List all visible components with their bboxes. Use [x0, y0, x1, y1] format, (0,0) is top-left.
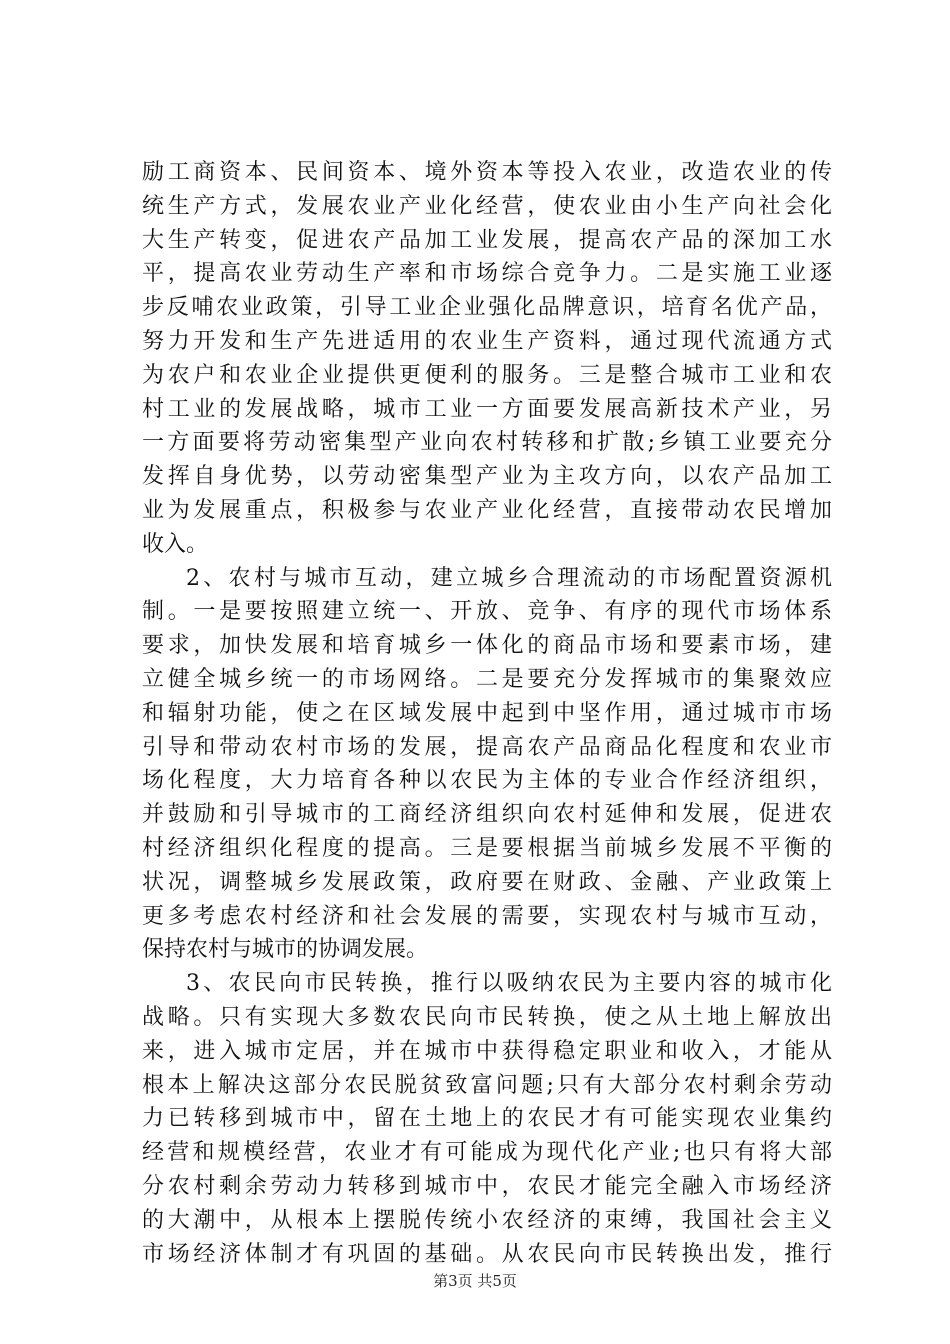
body-text: [142, 156, 832, 1271]
text-line: 大生产转变，促进农产品加工业发展，提高农产品的深加工水: [142, 227, 832, 253]
paragraph-start-line: 2、农村与城市互动，建立城乡合理流动的市场配置资源机: [186, 565, 832, 591]
text-line: 发挥自身优势，以劳动密集型产业为主攻方向，以农产品加工: [142, 464, 832, 490]
text-line: 战略。只有实现大多数农民向市民转换，使之从土地上解放出: [142, 1004, 832, 1030]
text-line: 来，进入城市定居，并在城市中获得稳定职业和收入，才能从: [142, 1038, 832, 1064]
text-line: 统生产方式，发展农业产业化经营，使农业由小生产向社会化: [142, 193, 832, 219]
text-line: 分农村剩余劳动力转移到城市中，农民才能完全融入市场经济: [142, 1173, 832, 1199]
text-line: 制。一是要按照建立统一、开放、竞争、有序的现代市场体系: [142, 599, 832, 625]
text-line: 立健全城乡统一的市场网络。二是要充分发挥城市的集聚效应: [142, 666, 832, 692]
text-line: 市场经济体制才有巩固的基础。从农民向市民转换出发，推行: [142, 1241, 832, 1267]
text-line: 村工业的发展战略，城市工业一方面要发展高新技术产业，另: [142, 396, 832, 422]
text-line: 为农户和农业企业提供更便利的服务。三是整合城市工业和农: [142, 362, 832, 388]
text-line: 业为发展重点，积极参与农业产业化经营，直接带动农民增加: [142, 497, 832, 523]
text-line: 引导和带动农村市场的发展，提高农产品商品化程度和农业市: [142, 734, 832, 760]
text-line: 的大潮中，从根本上摆脱传统小农经济的束缚，我国社会主义: [142, 1207, 832, 1233]
text-line: 更多考虑农村经济和社会发展的需要，实现农村与城市互动，: [142, 903, 832, 929]
text-line: 并鼓励和引导城市的工商经济组织向农村延伸和发展，促进农: [142, 802, 832, 828]
text-line: 一方面要将劳动密集型产业向农村转移和扩散;乡镇工业要充分: [142, 430, 832, 456]
text-line: 励工商资本、民间资本、境外资本等投入农业，改造农业的传: [142, 160, 832, 185]
text-line: 要求，加快发展和培育城乡一体化的商品市场和要素市场，建: [142, 633, 832, 659]
text-line: 平，提高农业劳动生产率和市场综合竞争力。二是实施工业逐: [142, 261, 832, 287]
text-line: 步反哺农业政策，引导工业企业强化品牌意识，培育名优产品，: [142, 295, 832, 321]
text-line: 收入。: [142, 531, 209, 557]
text-line: 努力开发和生产先进适用的农业生产资料，通过现代流通方式: [142, 328, 832, 354]
text-line: 状况，调整城乡发展政策，政府要在财政、金融、产业政策上: [142, 869, 832, 895]
text-line: 根本上解决这部分农民脱贫致富问题;只有大部分农村剩余劳动: [142, 1072, 832, 1098]
page-footer: 第3页 共5页: [433, 1272, 517, 1290]
text-line: 村经济组织化程度的提高。三是要根据当前城乡发展不平衡的: [142, 835, 832, 861]
text-line: 经营和规模经营，农业才有可能成为现代化产业;也只有将大部: [142, 1140, 832, 1166]
text-line: 和辐射功能，使之在区域发展中起到中坚作用，通过城市市场: [142, 700, 832, 726]
text-line: 保持农村与城市的协调发展。: [142, 937, 429, 963]
paragraph-start-line: 3、农民向市民转换，推行以吸纳农民为主要内容的城市化: [186, 971, 832, 997]
text-line: 场化程度，大力培育各种以农民为主体的专业合作经济组织，: [142, 768, 832, 794]
text-line: 力已转移到城市中，留在土地上的农民才有可能实现农业集约: [142, 1106, 832, 1132]
